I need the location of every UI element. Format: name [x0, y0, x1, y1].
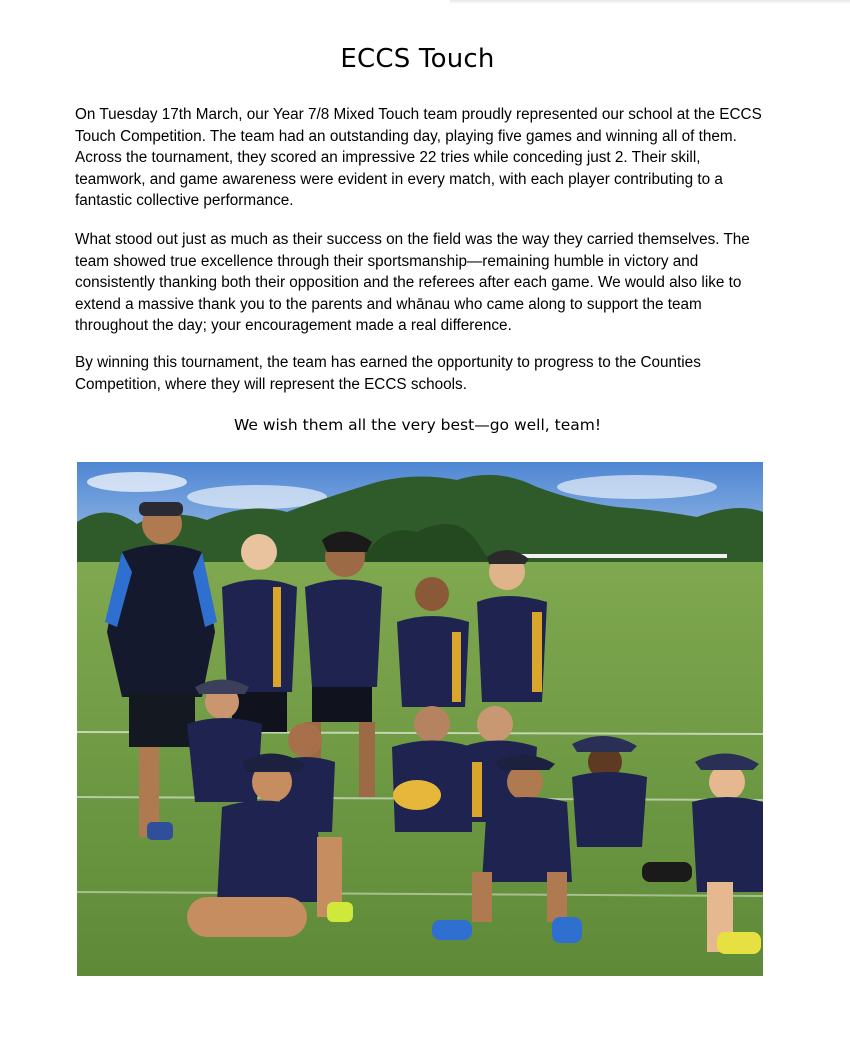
top-edge-shadow — [450, 0, 850, 4]
team-photo — [77, 462, 763, 976]
page-title: ECCS Touch — [340, 44, 495, 74]
paragraph-sportsmanship: What stood out just as much as their success on the field was the way they carried themselves. The team showed true excellence through their sportsmanship—remaining humble in victory and consistently thanking both their opposition and the referees after each game. We would also like to extend a massive thank you to the parents and whānau who came along to support the team throughout the day; your encouragement made a real difference. — [75, 231, 750, 334]
closing-line: We wish them all the very best—go well, team! — [233, 416, 602, 434]
paragraph-results: On Tuesday 17th March, our Year 7/8 Mixed Touch team proudly represented our school at the ECCS Touch Competition. The team had an outstanding day, playing five games and winning all of them. Across the tournament, they scored an impressive 22 tries while conceding just 2. Their skill, teamwork, and game awareness were evident in every match, with each player contributing to a fantastic collective performance. — [75, 106, 762, 209]
paragraph-counties: By winning this tournament, the team has earned the opportunity to progress to the Counties Competition, where they will represent the ECCS schools. — [75, 354, 701, 393]
rugby-ball — [393, 780, 441, 810]
